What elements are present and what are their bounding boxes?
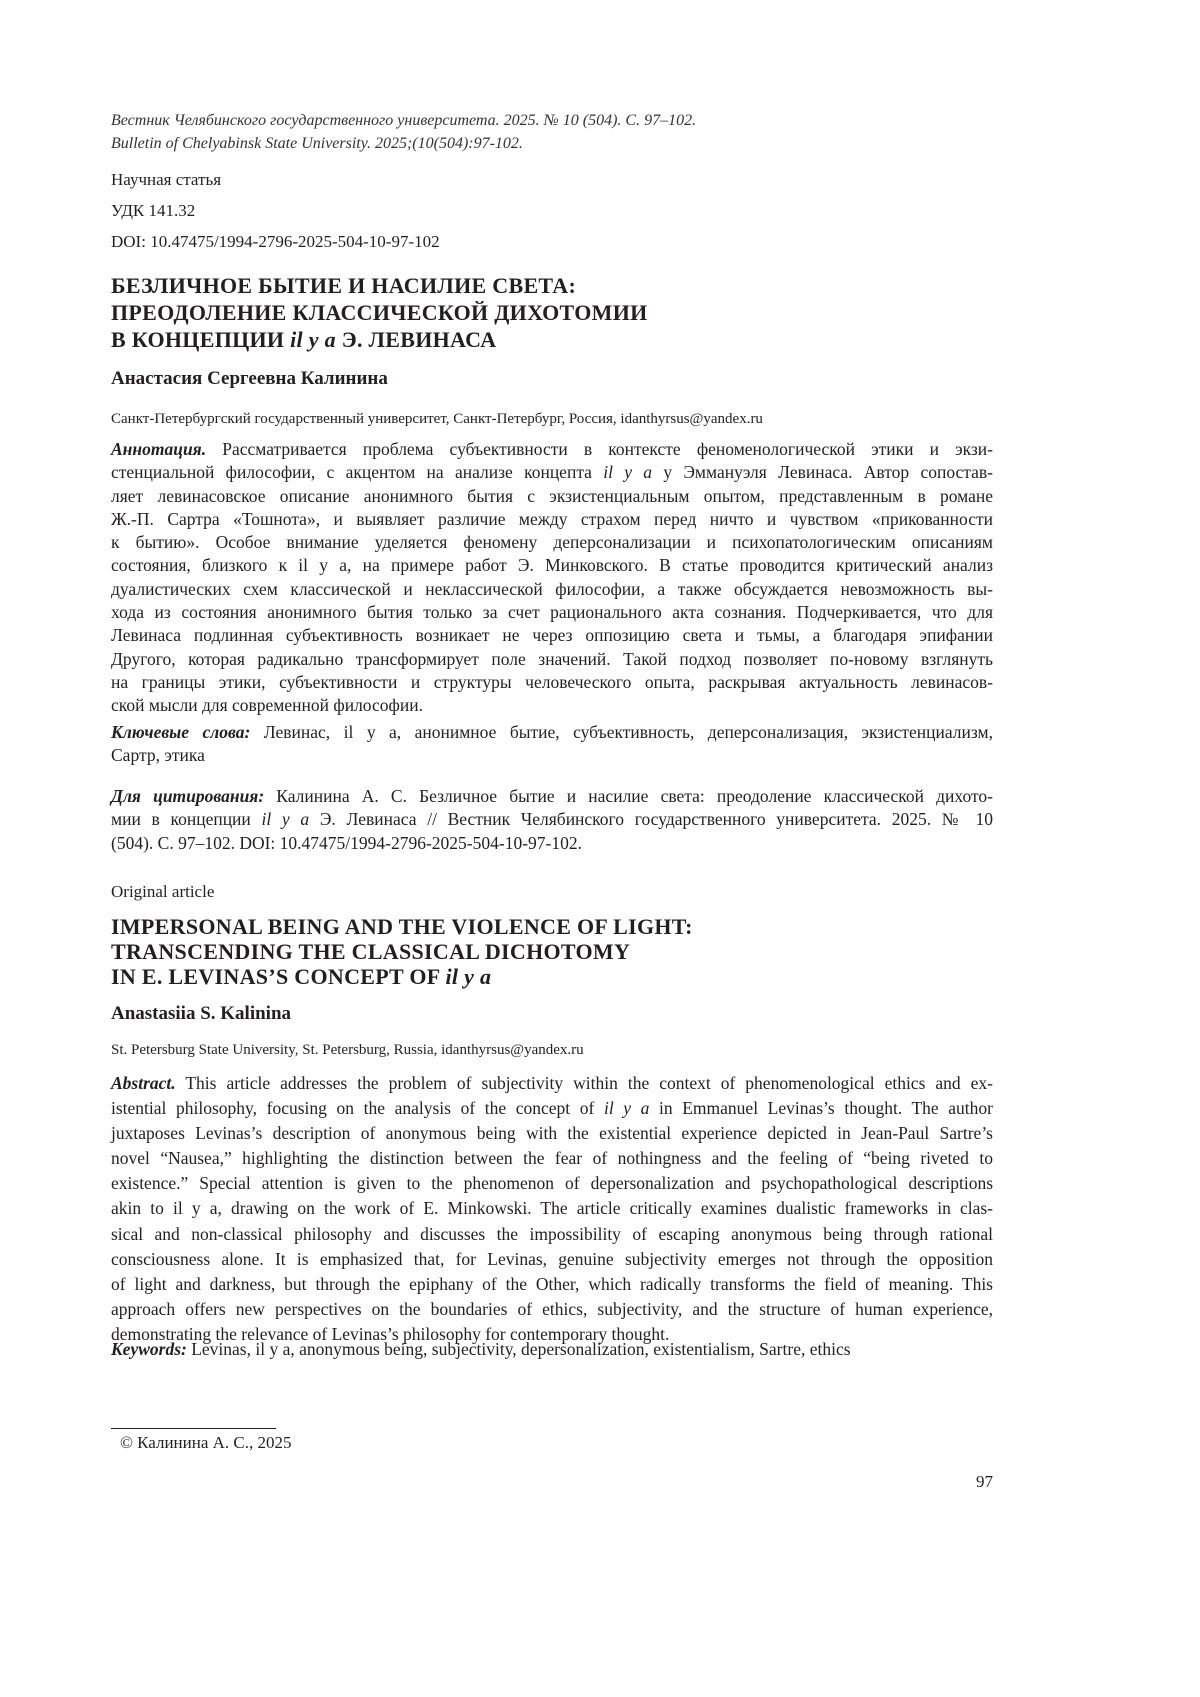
title-line: БЕЗЛИЧНОЕ БЫТИЕ И НАСИЛИЕ СВЕТА: (111, 273, 577, 298)
affiliation-ru (111, 411, 993, 428)
text: стенциальной философии, с акцентом на анализе концепта (111, 462, 604, 483)
title-line: TRANSCENDING THE CLASSICAL DICHOTOMY (111, 939, 631, 964)
abstract-line: demonstrating the relevance of Levinas’s philosophy for contemporary thought. (111, 1323, 670, 1344)
annotation-line: ляет левинасовское описание анонимного бытия с экзистенциальным опытом, представленным в романе (111, 485, 993, 506)
text: Левинас, il y a, анонимное бытие, субъективность, деперсонализация, экзистенциализм, (250, 722, 993, 742)
udk: УДК 141.32 (111, 201, 196, 220)
title-italic: il y a (290, 327, 336, 352)
keywords-ru (111, 721, 993, 768)
title-text: Э. ЛЕВИНАСА (335, 327, 497, 352)
author-en: Anastasiia S. Kalinina (111, 1003, 292, 1024)
article-type-en: Original article (111, 882, 215, 901)
text: мии в концепции (111, 809, 262, 830)
abstract-line: existence.” Special attention is given to the phenomenon of depersonalization and psychopathological descriptions (111, 1173, 993, 1194)
journal-header (111, 109, 993, 155)
abstract-label: Abstract. (111, 1073, 176, 1093)
italic-term: il y a (603, 462, 653, 483)
text: istential philosophy, focusing on the analysis of the concept of (111, 1098, 604, 1119)
keywords-line (111, 721, 993, 744)
annotation-line: хода из состояния анонимного бытия только за счет рационального акта сознания. Подчеркивается, что для (111, 602, 993, 623)
text: Рассматривается проблема субъективности в контексте феноменологической этики и экзи- (206, 439, 993, 459)
article-type-ru: Научная статья (111, 170, 222, 189)
italic-term: il y a (603, 1098, 650, 1119)
affiliation-text: Санкт-Петербургский государственный университет, Санкт-Петербург, Россия, idanthyrsus@yandex.ru (111, 411, 763, 427)
annotation-line: Ж.-П. Сартра «Тошнота», и выявляет различие между страхом перед ничто и чувством «прикованности (111, 508, 993, 529)
copyright: © Калинина А. С., 2025 (120, 1433, 292, 1452)
keywords-label: Ключевые слова: (111, 722, 251, 742)
annotation-line: Левинаса подлинная субъективность возникает не через оппозицию света и тьмы, а благодаря эпифании (111, 625, 993, 646)
page-title-ru (111, 272, 993, 353)
abstract-line: akin to il y a, drawing on the work of E. Minkowski. The article critically examines dualistic frameworks in clas- (111, 1198, 993, 1219)
journal-citation-en: Bulletin of Chelyabinsk State University. 2025;(10(504):97-102. (111, 135, 523, 152)
annotation-line: к бытию». Особое внимание уделяется феномену деперсонализации и психопатологическим описаниям (111, 532, 993, 553)
keywords-en (111, 1337, 993, 1362)
annotation-label: Аннотация. (111, 439, 207, 459)
footnote-divider (111, 1428, 276, 1429)
title-line (111, 326, 993, 353)
abstract-line: juxtaposes Levinas’s description of anonymous being with the existential experience depicted in Jean-Paul Sartre’s (111, 1123, 993, 1144)
page-title-en (111, 914, 993, 989)
title-text: В КОНЦЕПЦИИ (111, 327, 291, 352)
abstract-line (111, 1096, 993, 1121)
citation-label: Для цитирования: (111, 786, 265, 806)
annotation-line: состояния, близкого к il y a, на примере работ Э. Минковского. В статье проводится критический анализ (111, 555, 993, 576)
citation-line (111, 785, 993, 808)
citation-ru (111, 785, 993, 855)
abstract-line (111, 1071, 993, 1096)
keywords-label: Keywords: (111, 1339, 187, 1359)
citation-line (111, 808, 993, 831)
title-line (111, 964, 993, 989)
annotation-line: на границы этики, субъективности и структуры человеческого опыта, раскрывая актуальность левинасов- (111, 671, 993, 692)
title-line: ПРЕОДОЛЕНИЕ КЛАССИЧЕСКОЙ ДИХОТОМИИ (111, 300, 648, 325)
journal-citation-ru: Вестник Челябинского государственного университета. 2025. № 10 (504). С. 97–102. (111, 112, 697, 129)
abstract-line: approach offers new perspectives on the boundaries of ethics, subjectivity, and the structure of human experience, (111, 1298, 993, 1319)
annotation-line: ской мысли для современной философии. (111, 695, 423, 716)
abstract-line: consciousness alone. It is emphasized that, for Levinas, genuine subjectivity emerges not through the opposition (111, 1248, 993, 1269)
abstract-en (111, 1071, 993, 1347)
text: Э. Левинаса // Вестник Челябинского государственного университета. 2025. № 10 (309, 809, 994, 830)
citation-line: (504). С. 97–102. DOI: 10.47475/1994-2796-2025-504-10-97-102. (111, 832, 582, 853)
annotation-line: Другого, которая радикально трансформирует поле значений. Такой подход позволяет по-новому взглянуть (111, 648, 993, 669)
author-ru: Анастасия Сергеевна Калинина (111, 368, 388, 389)
keywords-line (111, 1337, 993, 1362)
title-line: IMPERSONAL BEING AND THE VIOLENCE OF LIGHT: (111, 914, 693, 939)
text: у Эммануэля Левинаса. Автор сопостав- (652, 462, 993, 483)
annotation-line: дуалистических схем классической и неклассической философии, а также обсуждается невозможность вы- (111, 578, 993, 599)
annotation-line (111, 461, 993, 484)
annotation-line (111, 438, 993, 461)
affiliation-en: St. Petersburg State University, St. Petersburg, Russia, idanthyrsus@yandex.ru (111, 1042, 584, 1058)
italic-term: il y a (261, 809, 310, 830)
abstract-line: sical and non-classical philosophy and discusses the impossibility of escaping anonymous being through rational (111, 1223, 993, 1244)
abstract-line: novel “Nausea,” highlighting the distinction between the fear of nothingness and the feeling of “being riveted to (111, 1148, 993, 1169)
title-text: IN E. LEVINAS’S CONCEPT OF (111, 964, 446, 989)
doi: DOI: 10.47475/1994-2796-2025-504-10-97-102 (111, 232, 440, 251)
title-italic: il y a (445, 964, 492, 989)
abstract-line: of light and darkness, but through the epiphany of the Other, which radically transforms the field of meaning. This (111, 1273, 993, 1294)
page-number: 97 (976, 1472, 993, 1491)
text: This article addresses the problem of subjectivity within the context of phenomenological ethics and ex- (175, 1073, 993, 1093)
keywords-line: Сартр, этика (111, 745, 205, 766)
text: Калинина А. С. Безличное бытие и насилие света: преодоление классической дихото- (264, 786, 994, 806)
annotation-ru (111, 438, 993, 718)
text: Levinas, il y a, anonymous being, subjectivity, depersonalization, existentialism, Sartre, ethics (186, 1339, 851, 1359)
text: in Emmanuel Levinas’s thought. The author (649, 1098, 993, 1119)
